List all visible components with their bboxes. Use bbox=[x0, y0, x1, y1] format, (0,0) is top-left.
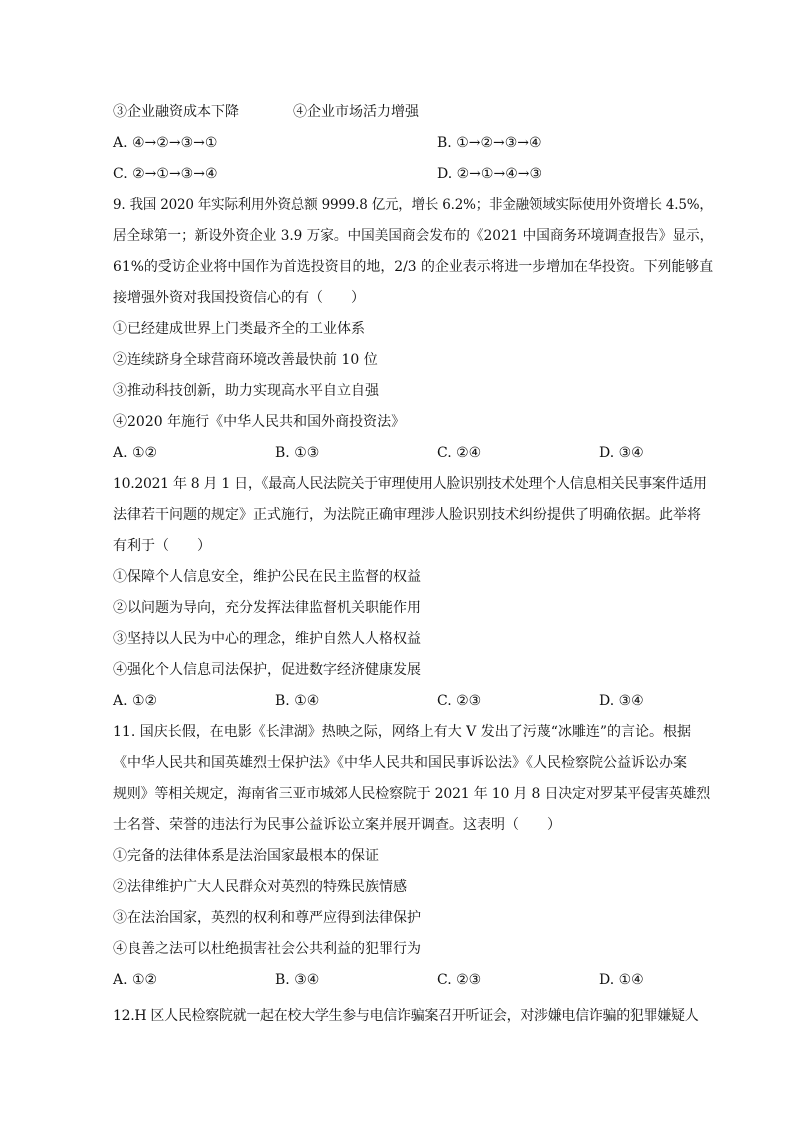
q9-stem-line-4: 接增强外资对我国投资信心的有（ ） bbox=[113, 290, 365, 306]
q8-option-d: D. ②→①→④→③ bbox=[437, 166, 543, 182]
q9-item-4: ④2020 年施行《中华人民共和国外商投资法》 bbox=[113, 414, 406, 430]
q11-item-2: ②法律维护广大人民群众对英烈的特殊民族情感 bbox=[113, 879, 407, 895]
q9-option-c: C. ②④ bbox=[437, 445, 482, 461]
q11-item-4: ④良善之法可以杜绝损害社会公共利益的犯罪行为 bbox=[113, 941, 421, 957]
q8-option-c: C. ②→①→③→④ bbox=[113, 166, 218, 182]
q10-stem-line-1: 10.2021 年 8 月 1 日，《最高人民法院关于审理使用人脸识别技术处理个人信息相关民事案件适用 bbox=[113, 476, 707, 492]
q11-option-d: D. ①④ bbox=[599, 972, 644, 988]
q11-item-1: ①完备的法律体系是法治国家最根本的保证 bbox=[113, 848, 379, 864]
q11-option-a: A. ①② bbox=[113, 972, 158, 988]
q11-stem-line-1: 11. 国庆长假，在电影《长津湖》热映之际，网络上有大 V 发出了污蔑“冰雕连”的言论。根据 bbox=[113, 724, 692, 740]
q11-option-c: C. ②③ bbox=[437, 972, 482, 988]
q10-stem-line-2: 法律若干问题的规定》正式施行，为法院正确审理涉人脸识别技术纠纷提供了明确依据。此举将 bbox=[113, 507, 701, 523]
q8-item-4: ④企业市场活力增强 bbox=[293, 104, 419, 120]
q10-item-4: ④强化个人信息司法保护，促进数字经济健康发展 bbox=[113, 662, 421, 678]
q9-item-3: ③推动科技创新，助力实现高水平自立自强 bbox=[113, 383, 379, 399]
q11-option-b: B. ③④ bbox=[275, 972, 320, 988]
q10-option-d: D. ③④ bbox=[599, 693, 644, 709]
q10-option-b: B. ①④ bbox=[275, 693, 320, 709]
q11-stem-line-2: 《中华人民共和国英雄烈士保护法》《中华人民共和国民事诉讼法》《人民检察院公益诉讼办案 bbox=[113, 755, 687, 771]
q9-option-b: B. ①③ bbox=[275, 445, 320, 461]
q9-option-a: A. ①② bbox=[113, 445, 158, 461]
q9-item-2: ②连续跻身全球营商环境改善最快前 10 位 bbox=[113, 352, 378, 368]
q8-option-a: A. ④→②→③→① bbox=[113, 135, 218, 151]
q10-item-1: ①保障个人信息安全，维护公民在民主监督的权益 bbox=[113, 569, 421, 585]
q8-item-3: ③企业融资成本下降 bbox=[113, 104, 239, 120]
q11-stem-line-4: 士名誉、荣誉的违法行为民事公益诉讼立案并展开调查。这表明（ ） bbox=[113, 817, 561, 833]
q10-stem-line-3: 有利于（ ） bbox=[113, 538, 211, 554]
q10-option-a: A. ①② bbox=[113, 693, 158, 709]
q10-item-2: ②以问题为导向，充分发挥法律监督机关职能作用 bbox=[113, 600, 421, 616]
q9-stem-line-2: 居全球第一；新设外资企业 3.9 万家。中国美国商会发布的《2021 中国商务环境调查报告》显示， bbox=[113, 228, 714, 244]
q8-option-b: B. ①→②→③→④ bbox=[437, 135, 542, 151]
q9-option-d: D. ③④ bbox=[599, 445, 644, 461]
q11-stem-line-3: 规则》等相关规定，海南省三亚市城郊人民检察院于 2021 年 10 月 8 日决定对罗某平侵害英雄烈 bbox=[113, 786, 711, 802]
q9-stem-line-1: 9. 我国 2020 年实际利用外资总额 9999.8 亿元，增长 6.2%；非金融领域实际使用外资增长 4.5%， bbox=[113, 197, 713, 213]
q9-stem-line-3: 61%的受访企业将中国作为首选投资目的地，2/3 的企业表示将进一步增加在华投资。下列能够直 bbox=[113, 259, 714, 275]
q10-option-c: C. ②③ bbox=[437, 693, 482, 709]
q9-item-1: ①已经建成世界上门类最齐全的工业体系 bbox=[113, 321, 365, 337]
q11-item-3: ③在法治国家，英烈的权利和尊严应得到法律保护 bbox=[113, 910, 421, 926]
q10-item-3: ③坚持以人民为中心的理念，维护自然人人格权益 bbox=[113, 631, 421, 647]
q12-stem-line-1: 12.H 区人民检察院就一起在校大学生参与电信诈骗案召开听证会，对涉嫌电信诈骗的犯罪嫌疑人 bbox=[113, 1008, 699, 1024]
